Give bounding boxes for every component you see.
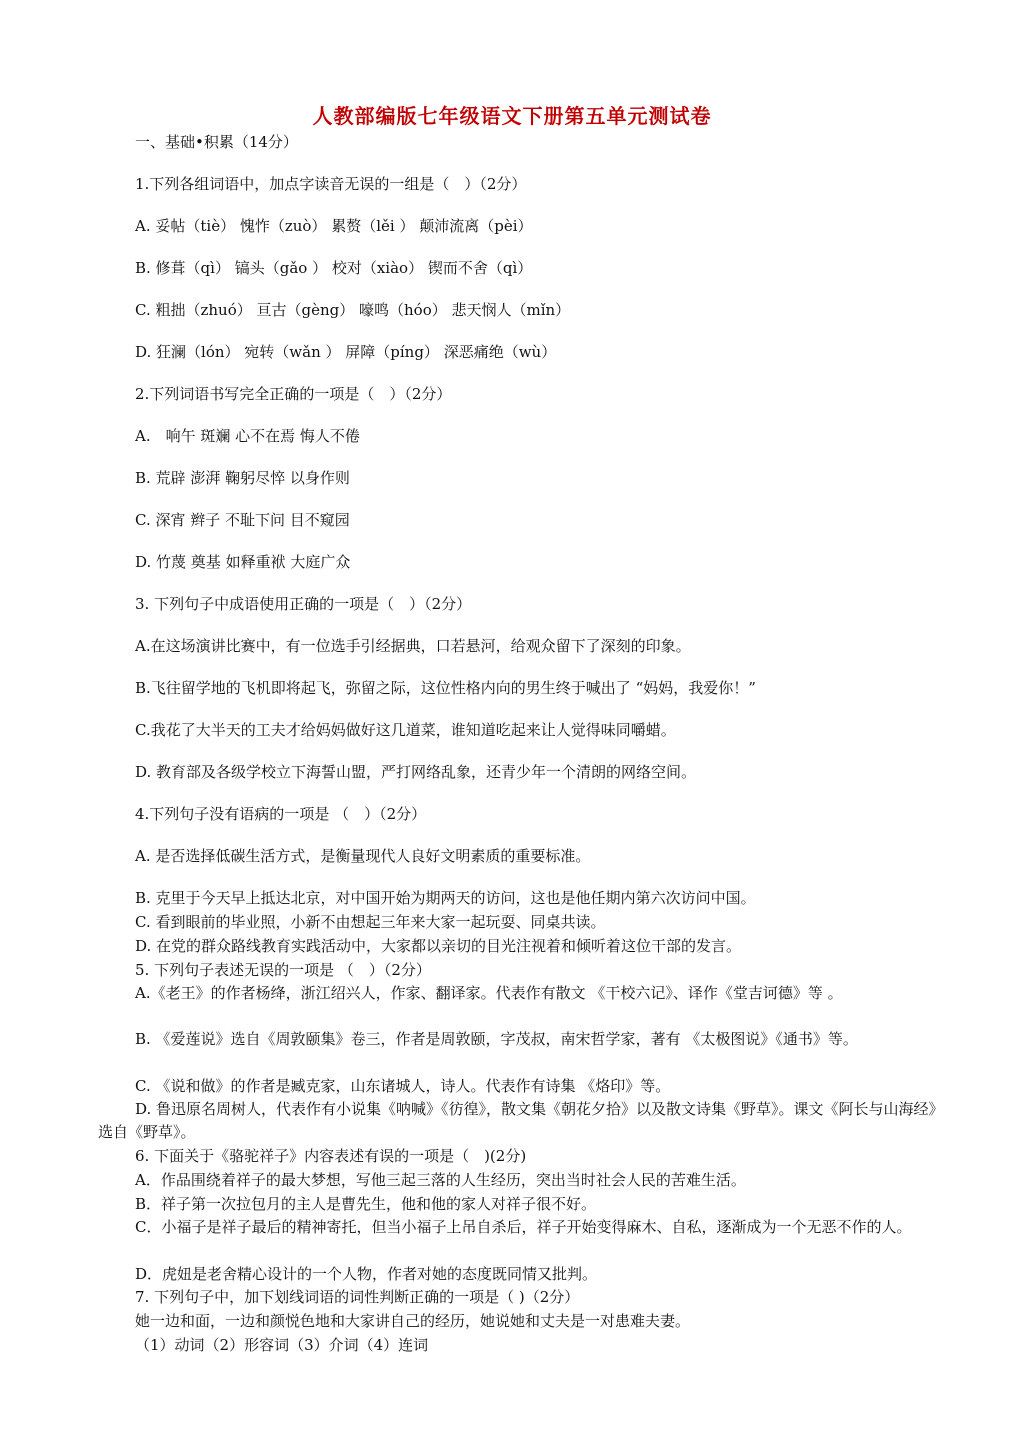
q2-option-a: A. 响午 斑斓 心不在焉 悔人不倦 [135, 427, 360, 445]
q6-option-a: A．作品围绕着祥子的最大梦想，写他三起三落的人生经历，突出当时社会人民的苦难生活。 [135, 1171, 746, 1189]
q3-stem: 3. 下列句子中成语使用正确的一项是（ ）（2分） [135, 595, 472, 613]
q5-option-c: C. 《说和做》的作者是臧克家，山东诸城人，诗人。代表作有诗集 《烙印》等。 [135, 1077, 671, 1095]
q7-sentence: 她一边和面，一边和颜悦色地和大家讲自己的经历，她说她和丈夫是一对患难夫妻。 [135, 1312, 691, 1330]
q6-option-d: D．虎妞是老舍精心设计的一个人物，作者对她的态度既同情又批判。 [135, 1265, 598, 1283]
page-title: 人教部编版七年级语文下册第五单元测试卷 [312, 104, 712, 128]
q6-option-b: B．祥子第一次拉包月的主人是曹先生，他和他的家人对祥子很不好。 [135, 1195, 597, 1213]
q1-option-a: A. 妥帖（tiè） 愧怍（zuò） 累赘（lěi ） 颠沛流离（pèi） [135, 217, 533, 235]
q2-option-d: D. 竹蔑 奠基 如释重袱 大庭广众 [135, 553, 351, 571]
q3-option-a: A.在这场演讲比赛中，有一位选手引经据典，口若悬河，给观众留下了深刻的印象。 [135, 637, 691, 655]
q3-option-b: B.飞往留学地的飞机即将起飞，弥留之际，这位性格内向的男生终于喊出了 “妈妈，我爱你！” [135, 679, 756, 697]
q3-option-d: D. 教育部及各级学校立下海誓山盟，严打网络乱象，还青少年一个清朗的网络空间。 [135, 763, 697, 781]
q3-option-c: C.我花了大半天的工夫才给妈妈做好这几道菜，谁知道吃起来让人觉得味同嚼蜡。 [135, 721, 676, 739]
q1-stem: 1.下列各组词语中，加点字读音无误的一组是（ ）（2分） [135, 175, 527, 193]
q7-stem: 7. 下列句子中，加下划线词语的词性判断正确的一项是（ )（2分） [135, 1288, 580, 1306]
q4-option-b: B. 克里于今天早上抵达北京，对中国开始为期两天的访问，这也是他任期内第六次访问中国。 [135, 889, 756, 907]
q7-options: （1）动词（2）形容词（3）介词（4）连词 [135, 1336, 429, 1354]
q4-option-a: A. 是否选择低碳生活方式，是衡量现代人良好文明素质的重要标准。 [135, 847, 591, 865]
section-heading: 一、基础•积累（14分） [135, 133, 298, 151]
q5-option-b: B. 《爱莲说》选自《周敦颐集》卷三，作者是周敦颐，字茂叔，南宋哲学家，著有 《太极图说》《通书》等。 [135, 1030, 858, 1048]
q4-stem: 4.下列句子没有语病的一项是 （ ）（2分） [135, 805, 427, 823]
q5-option-d: D. 鲁迅原名周树人，代表作有小说集《呐喊》《彷徨》，散文集《朝花夕拾》以及散文诗集《野草》。课文《阿长与山海经》选自《野草》。 [98, 1100, 937, 1141]
q5-stem: 5. 下列句子表述无误的一项是 （ ）（2分） [135, 961, 431, 979]
q1-option-c: C. 粗拙（zhuó） 亘古（gèng） 嚎鸣（hóo） 悲天悯人（mǐn） [135, 301, 571, 319]
q1-option-d: D. 狂澜（lón） 宛转（wǎn ） 屏障（píng） 深恶痛绝（wù） [135, 343, 557, 361]
q6-option-c: C．小福子是祥子最后的精神寄托，但当小福子上吊自杀后，祥子开始变得麻木、自私，逐渐成为一个无恶不作的人。 [135, 1218, 912, 1236]
q1-option-b: B. 修葺（qì） 镐头（gǎo ） 校对（xiào） 锲而不舍（qì） [135, 259, 533, 277]
q2-option-c: C. 深宵 辫子 不耻下问 目不窥园 [135, 511, 350, 529]
q2-option-b: B. 荒辟 澎湃 鞠躬尽悴 以身作则 [135, 469, 350, 487]
q4-option-d: D. 在党的群众路线教育实践活动中，大家都以亲切的目光注视着和倾听着这位干部的发言。 [135, 937, 742, 955]
q2-stem: 2.下列词语书写完全正确的一项是（ ）（2分） [135, 385, 452, 403]
q4-option-c: C. 看到眼前的毕业照，小新不由想起三年来大家一起玩耍、同桌共读。 [135, 913, 606, 931]
q6-stem: 6. 下面关于《骆驼祥子》内容表述有误的一项是（ )(2分) [135, 1147, 527, 1165]
q5-option-a: A.《老王》的作者杨绛，浙江绍兴人，作家、翻译家。代表作有散文 《干校六记》、译作《堂吉诃德》等 。 [135, 984, 843, 1002]
